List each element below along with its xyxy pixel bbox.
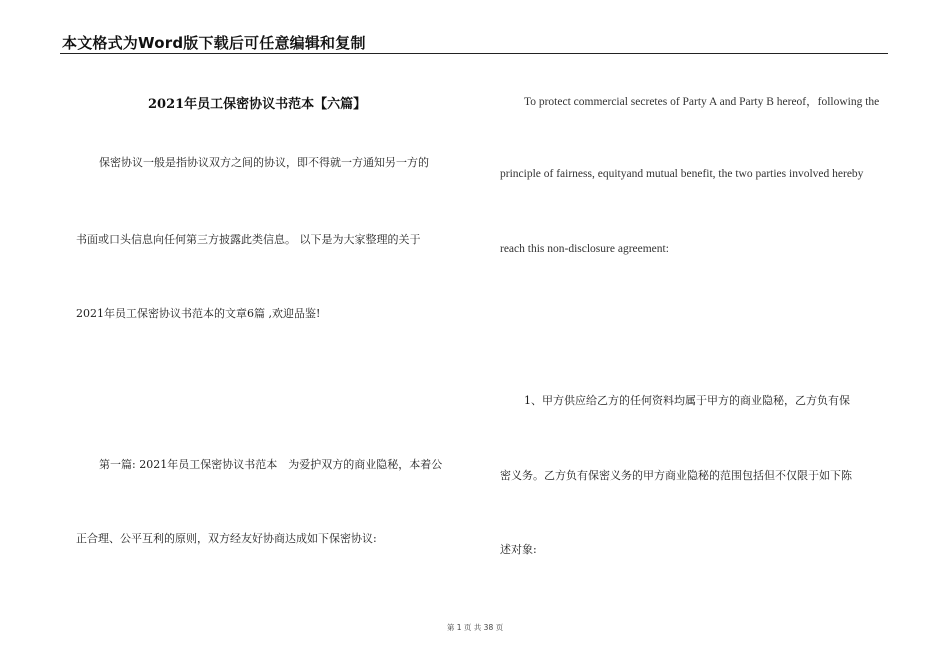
paragraph-line: 密义务。乙方负有保密义务的甲方商业隐秘的范围包括但不仅限于如下陈 [500,469,852,482]
paragraph-line: 2021年员工保密协议书范本的文章6篇 ,欢迎品鉴! [76,307,321,320]
paragraph-line: 1、甲方供应给乙方的任何资料均属于甲方的商业隐秘，乙方负有保 [524,394,850,407]
paragraph-line: 第一篇: 2021年员工保密协议书范本 为爱护双方的商业隐秘，本着公 [99,458,443,471]
document-title: 2021年员工保密协议书范本【六篇】 [148,97,367,112]
paragraph-line: 书面或口头信息向任何第三方披露此类信息。 以下是为大家整理的关于 [76,233,421,246]
paragraph-line: To protect commercial secretes of Party A and Party B hereof，following the [524,96,880,108]
header-rule [60,53,888,54]
page-footer: 第 1 页 共 38 页 [446,623,504,632]
page-header: 本文格式为Word版下载后可任意编辑和复制 [62,34,366,52]
paragraph-line: principle of fairness, equityand mutual benefit, the two parties involved hereby [500,168,864,180]
paragraph-line: 正合理、公平互利的原则，双方经友好协商达成如下保密协议: [76,532,377,545]
paragraph-line: 述对象: [500,543,537,556]
paragraph-line: reach this non-disclosure agreement: [500,243,669,255]
paragraph-line: 保密协议一般是指协议双方之间的协议，即不得就一方通知另一方的 [99,156,429,169]
